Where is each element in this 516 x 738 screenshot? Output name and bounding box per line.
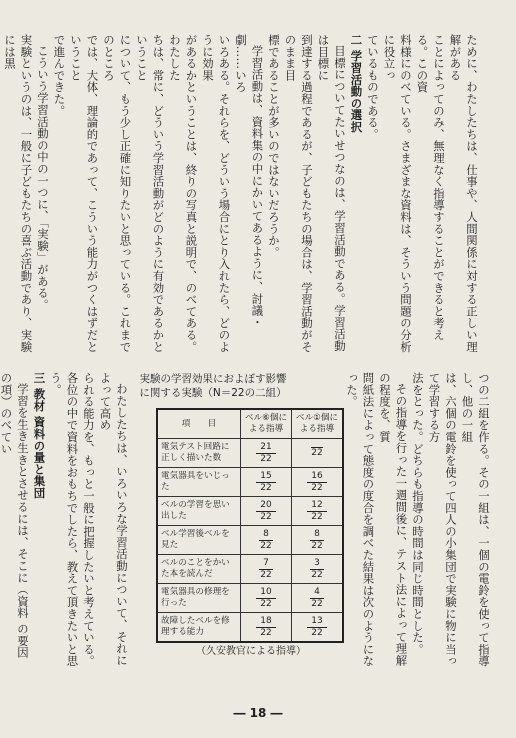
- top-paragraph-line: があるかということは、終りの写真と説明で、のべてある。わたした: [168, 34, 199, 353]
- six-bell-numerator: 21: [256, 442, 275, 454]
- table-caption: （久安教官による指導）: [196, 646, 306, 657]
- one-bell-numerator: 3: [310, 558, 324, 570]
- six-bell-denominator: 22: [260, 482, 272, 493]
- one-bell-numerator: 12: [307, 500, 326, 512]
- six-bell-denominator: 22: [260, 540, 272, 551]
- top-paragraph-line: 実験というのは、一般に子どもたちの喜ぶ活動であり、実験には黒: [3, 34, 34, 353]
- bottom-right-paragraph-line: 問紙法によって態度の度合を調べた結果は次のようになった。: [345, 372, 376, 667]
- six-bell-numerator: 8: [259, 529, 273, 541]
- bottom-right-paragraph-line: その指導を行った一週間後に、テスト法によって理解の程度を、質: [378, 372, 409, 667]
- six-bell-numerator: 10: [256, 587, 275, 599]
- top-paragraph-line: ているものである。: [366, 34, 380, 141]
- table-row: [157, 468, 343, 497]
- bottom-right-paragraph-line: 法をとった。どちらも指導の時間は同じ時間とした。: [411, 372, 425, 656]
- bottom-left-paragraph-line: わたしたちは、いろいろな学習活動について、それによって高め: [98, 372, 129, 667]
- header-item: 項 目: [157, 409, 241, 439]
- top-paragraph-line: [0, 34, 2, 354]
- top-paragraph-line: 二 学習活動の選択: [349, 34, 364, 133]
- six-bell-cell: [241, 526, 292, 555]
- top-paragraph-line: ちは、常に、どういう学習活動がどのように有効であるかということ: [135, 34, 166, 353]
- six-bell-cell: [241, 555, 292, 584]
- six-bell-numerator: 18: [256, 616, 275, 628]
- table-row: [157, 439, 343, 468]
- row-item: 電気器具をいじった: [157, 468, 241, 497]
- six-bell-denominator: 22: [260, 511, 272, 522]
- six-bell-numerator: 20: [256, 500, 275, 512]
- one-bell-numerator: 16: [307, 471, 326, 483]
- six-bell-numerator: 15: [256, 471, 275, 483]
- row-item: 電気テスト回路に正しく描いた数: [157, 439, 241, 468]
- one-bell-denominator: 22: [311, 598, 323, 609]
- table-title-line-1: 実験の学習効果におよぼす影響: [139, 373, 287, 385]
- top-paragraph-line: では、大体、理論的であって、こういう能力がつくはずだということ: [69, 34, 100, 353]
- top-paragraph-line: 標であることが多いのではないだろうか。: [267, 34, 281, 259]
- top-paragraph-line: ことによってのみ、無理なく指導することができると考える。この資: [415, 34, 446, 341]
- one-bell-cell: [292, 584, 344, 613]
- one-bell-numerator: 8: [310, 529, 324, 541]
- six-bell-cell: [241, 468, 292, 497]
- table-title-line-2: に関する実験（N＝22の二組）: [139, 387, 287, 399]
- bottom-left-paragraph-line: 各位の中で資料をおもちでしたら、教えて頂きたいと思う。: [49, 372, 80, 667]
- six-bell-denominator: 22: [260, 627, 272, 638]
- six-bell-cell: [241, 439, 292, 468]
- results-table: [156, 408, 344, 643]
- six-bell-cell: [241, 613, 292, 643]
- one-bell-cell: [292, 439, 344, 468]
- top-text-block: [3, 34, 480, 354]
- bottom-right-paragraph-line: は、六個の電鈴を使って四人の小集団で実験に物に当って学習する方: [427, 372, 458, 667]
- header-six-bells: ベル⑥個による指導: [241, 409, 292, 439]
- one-bell-numerator: 13: [307, 616, 326, 628]
- six-bell-cell: [241, 584, 292, 613]
- one-bell-cell: [292, 613, 344, 643]
- bottom-left-text-block: [0, 372, 130, 670]
- one-bell-cell: [292, 468, 344, 497]
- table-header-row: [157, 409, 343, 439]
- six-bell-cell: [241, 497, 292, 526]
- six-bell-denominator: 22: [260, 598, 272, 609]
- six-bell-denominator: 22: [260, 453, 272, 464]
- one-bell-denominator: 22: [311, 540, 323, 551]
- one-bell-cell: [292, 526, 344, 555]
- one-bell-denominator: 22: [311, 448, 323, 458]
- top-paragraph-line: こういう学習活動の中の一つに、「実験」がある。: [36, 45, 50, 312]
- top-paragraph-line: 学習活動は、資料集の中にかいてあるように、討議・劇……いろ: [234, 34, 265, 329]
- one-bell-denominator: 22: [311, 511, 323, 522]
- table-row: [157, 613, 343, 643]
- top-paragraph-line: で進んできた。: [52, 34, 67, 117]
- one-bell-denominator: 22: [311, 627, 323, 638]
- table-row: [157, 497, 343, 526]
- one-bell-numerator: 4: [310, 587, 324, 599]
- bottom-right-paragraph-line: つの二組を作る。その一組は、一個の電鈴を使って指導し、他の一組: [460, 372, 491, 667]
- row-item: 故障したベルを修理する能力: [157, 613, 241, 643]
- one-bell-cell: [292, 555, 344, 584]
- one-bell-cell: [292, 497, 344, 526]
- one-bell-denominator: 22: [311, 482, 323, 493]
- six-bell-denominator: 22: [260, 569, 272, 580]
- six-bell-numerator: 7: [259, 558, 273, 570]
- top-paragraph-line: ために、わたしたちは、仕事や、人間関係に対する正しい理解がある: [448, 34, 479, 353]
- row-item: ベルのことをかいた本を読んだ: [157, 555, 241, 584]
- row-item: ベルの学習を思い出した: [157, 497, 241, 526]
- top-paragraph-line: 目標についてたいせつなのは、学習活動である。学習活動は目標に: [316, 34, 347, 353]
- table-row: [157, 555, 343, 584]
- top-paragraph-line: いろある。それらを、どういう場合にとり入れたら、どのように効果: [201, 34, 232, 353]
- row-item: ベル学習後ベルを見た: [157, 526, 241, 555]
- bottom-left-paragraph-line: 学習を生き生きとさせるには、そこに（資料 の要因の項）のべてい: [0, 372, 30, 659]
- top-paragraph-line: 料様にのべている。さまざまな資料は、そういう問題の分析に役立っ: [382, 34, 413, 353]
- row-item: 電気器具の修理を行った: [157, 584, 241, 613]
- bottom-left-paragraph-line: られる能力を、もっと一般に把握したいと考えている。: [82, 372, 96, 667]
- table-title: [138, 372, 288, 400]
- top-paragraph-line: について、もう少し正確に知りたいと思っている。これまでのところ: [102, 34, 133, 353]
- table-row: [157, 584, 343, 613]
- header-one-bell: ベル①個による指導: [292, 409, 344, 439]
- one-bell-denominator: 22: [311, 569, 323, 580]
- table-row: [157, 526, 343, 555]
- page-number: ― 18 ―: [233, 706, 283, 720]
- bottom-left-paragraph-line: 三 教材 資料の量と集団: [32, 372, 47, 499]
- top-paragraph-line: 到達する過程であるが、子どもたちの場合は、学習活動がそのまま目: [283, 34, 314, 353]
